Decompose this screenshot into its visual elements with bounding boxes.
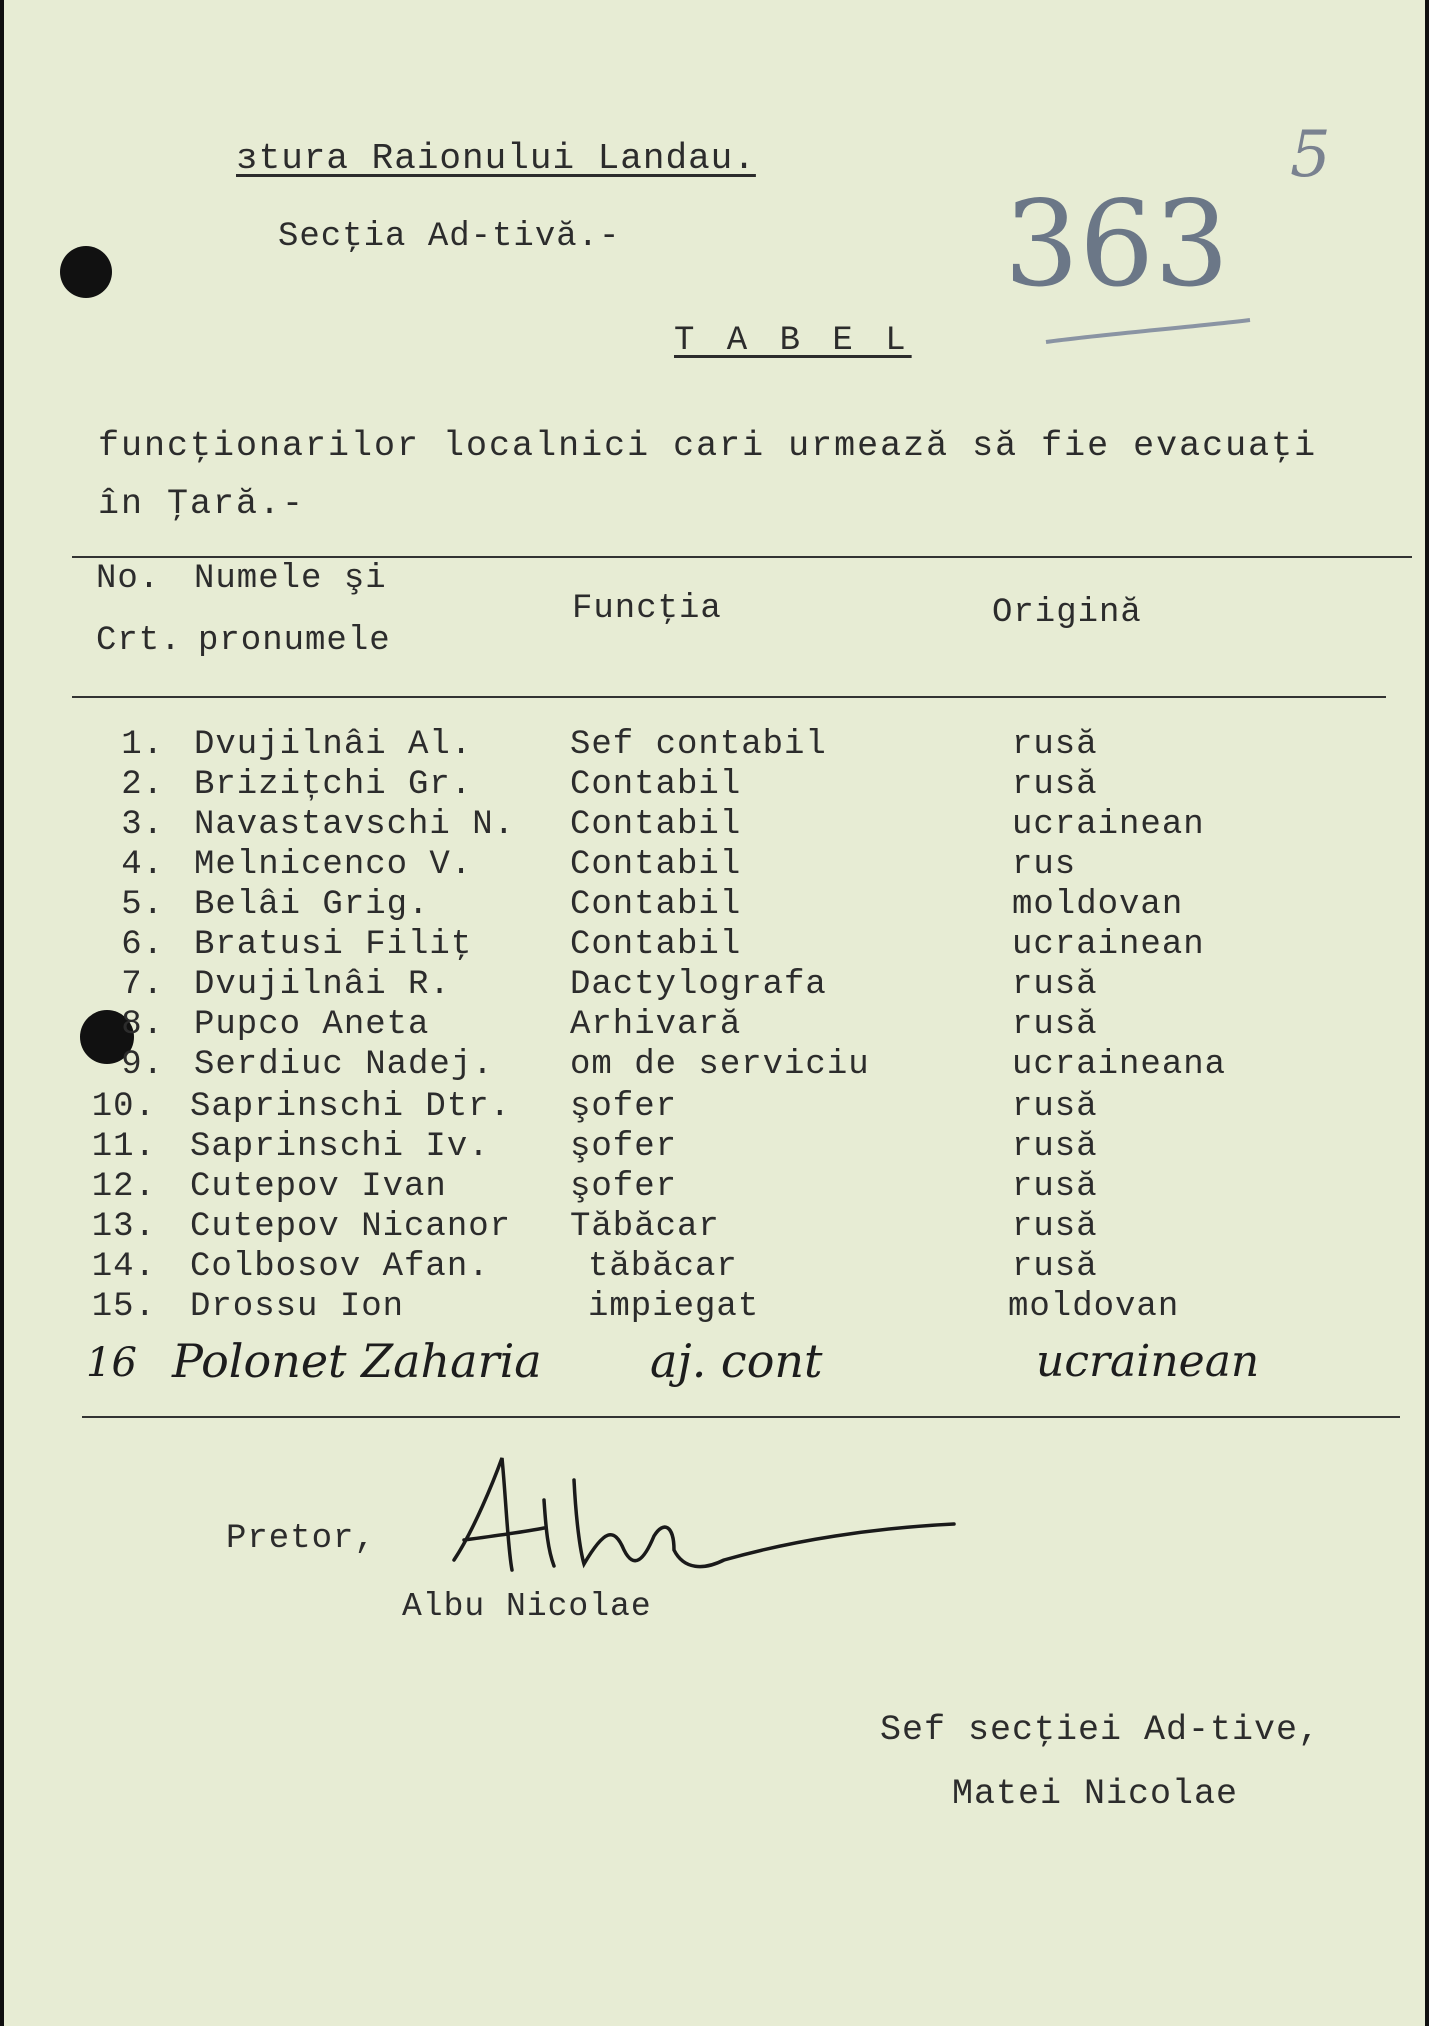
archive-mark: 5 <box>1290 118 1331 192</box>
row-name: Dvujilnâi Al. <box>194 726 473 764</box>
row-name: Dvujilnâi R. <box>194 966 451 1004</box>
table-top-rule <box>72 556 1412 558</box>
row-name: Melnicenco V. <box>194 846 473 884</box>
row-origin: rusă <box>1012 966 1098 1004</box>
row-function: impiegat <box>588 1288 760 1326</box>
row-number: 1. <box>121 726 164 764</box>
row-origin: rusă <box>1012 1208 1098 1246</box>
col-header-function: Funcţia <box>572 590 722 628</box>
table-row <box>4 966 1425 1006</box>
pretor-handwritten-signature <box>434 1440 974 1610</box>
document-title: T A B E L <box>674 322 912 360</box>
row-function: şofer <box>570 1168 678 1206</box>
row-name: Navastavschi N. <box>194 806 516 844</box>
row-origin: rusă <box>1012 1128 1098 1166</box>
row-origin: rusă <box>1012 1006 1098 1044</box>
row-name: Drossu Ion <box>190 1288 405 1326</box>
row-name: Cutepov Nicanor <box>190 1208 512 1246</box>
section-heading: Secţia Ad-tivă.- <box>278 218 621 256</box>
table-row <box>4 806 1425 846</box>
table-row <box>4 1006 1425 1046</box>
handwritten-row-origin: ucrainean <box>1036 1336 1260 1387</box>
row-name: Saprinschi Iv. <box>190 1128 490 1166</box>
document-page <box>4 0 1425 2026</box>
col-header-name-line2: pronumele <box>198 622 391 660</box>
archive-number: 363 <box>1004 175 1230 313</box>
handwritten-row-function: aj. cont <box>650 1334 823 1388</box>
row-origin: moldovan <box>1008 1288 1180 1326</box>
handwritten-row-number: 16 <box>86 1340 137 1386</box>
table-row <box>4 1168 1425 1208</box>
row-number: 13. <box>91 1208 156 1246</box>
row-number: 6. <box>121 926 164 964</box>
row-origin: ucrainean <box>1012 926 1205 964</box>
office-heading: ɜtura Raionului Landau. <box>236 138 756 179</box>
row-origin: ucraineana <box>1012 1046 1227 1084</box>
row-origin: rusă <box>1012 766 1098 804</box>
table-row <box>4 726 1425 766</box>
row-name: Serdiuc Nadej. <box>194 1046 494 1084</box>
table-row <box>4 926 1425 966</box>
archive-number-underline <box>1044 312 1254 352</box>
subtitle-line-2: în Ţară.- <box>98 484 306 524</box>
row-function: Dactylografa <box>570 966 827 1004</box>
row-function: Contabil <box>570 846 742 884</box>
row-function: Tăbăcar <box>570 1208 720 1246</box>
row-number: 12. <box>91 1168 156 1206</box>
row-origin: rusă <box>1012 726 1098 764</box>
pretor-name: Albu Nicolae <box>402 1588 652 1625</box>
chief-label: Sef secţiei Ad-tive, <box>880 1710 1321 1750</box>
row-name: Bratusi Filiţ <box>194 926 473 964</box>
col-header-crt: Crt. <box>96 622 182 660</box>
row-number: 14. <box>91 1248 156 1286</box>
row-number: 9. <box>121 1046 164 1084</box>
table-row <box>4 1128 1425 1168</box>
row-number: 15. <box>91 1288 156 1326</box>
row-number: 7. <box>121 966 164 1004</box>
row-origin: moldovan <box>1012 886 1184 924</box>
row-origin: rusă <box>1012 1088 1098 1126</box>
col-header-no: No. <box>96 560 161 598</box>
row-name: Pupco Aneta <box>194 1006 430 1044</box>
row-number: 2. <box>121 766 164 804</box>
row-function: Contabil <box>570 926 742 964</box>
row-number: 10. <box>91 1088 156 1126</box>
row-function: şofer <box>570 1088 678 1126</box>
subtitle-line-1: funcţionarilor localnici cari urmează să fie evacuaţi <box>98 426 1318 466</box>
row-origin: ucrainean <box>1012 806 1205 844</box>
table-row <box>4 886 1425 926</box>
row-origin: rusă <box>1012 1248 1098 1286</box>
table-row <box>4 1088 1425 1128</box>
row-name: Brizițchi Gr. <box>194 766 473 804</box>
col-header-name-line1: Numele şi <box>194 560 387 598</box>
handwritten-row-name: Polonet Zaharia <box>172 1334 542 1388</box>
row-number: 8. <box>121 1006 164 1044</box>
table-row <box>4 1046 1425 1086</box>
row-origin: rusă <box>1012 1168 1098 1206</box>
col-header-origin: Origină <box>992 594 1142 632</box>
row-function: Arhivară <box>570 1006 742 1044</box>
row-function: Contabil <box>570 766 742 804</box>
chief-name: Matei Nicolae <box>952 1774 1239 1814</box>
table-row <box>4 1288 1425 1328</box>
row-number: 3. <box>121 806 164 844</box>
table-header-rule <box>72 696 1386 698</box>
row-name: Cutepov Ivan <box>190 1168 447 1206</box>
row-number: 5. <box>121 886 164 924</box>
row-function: Contabil <box>570 886 742 924</box>
table-row <box>4 846 1425 886</box>
row-name: Saprinschi Dtr. <box>190 1088 512 1126</box>
row-function: şofer <box>570 1128 678 1166</box>
table-row <box>4 1248 1425 1288</box>
row-function: Sef contabil <box>570 726 827 764</box>
pretor-label: Pretor, <box>226 1520 376 1558</box>
punch-hole-top <box>60 246 112 298</box>
table-row <box>4 1208 1425 1248</box>
table-bottom-rule <box>82 1416 1400 1418</box>
row-function: om de serviciu <box>570 1046 870 1084</box>
row-number: 11. <box>91 1128 156 1166</box>
row-number: 4. <box>121 846 164 884</box>
row-name: Belâi Grig. <box>194 886 430 924</box>
row-origin: rus <box>1012 846 1077 884</box>
row-name: Colbosov Afan. <box>190 1248 490 1286</box>
row-function: tăbăcar <box>588 1248 738 1286</box>
row-function: Contabil <box>570 806 742 844</box>
table-row <box>4 766 1425 806</box>
